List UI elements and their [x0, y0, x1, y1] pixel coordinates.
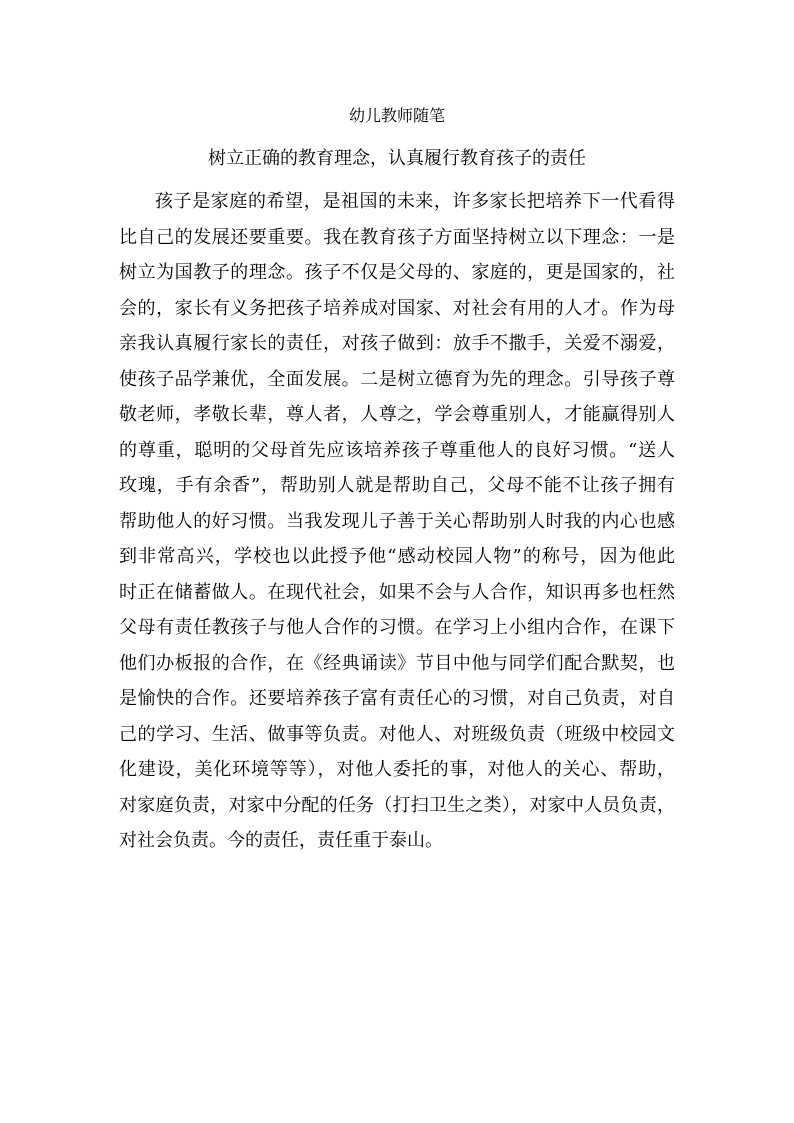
paragraph-line: 会的，家长有义务把孩子培养成对国家、对社会有用的人才。作为母	[119, 297, 675, 319]
paragraph-line: 父母有责任教孩子与他人合作的习惯。在学习上小组内合作，在课下	[119, 617, 675, 638]
paragraph-line: 时正在储蓄做人。在现代社会，如果不会与人合作，知识再多也枉然	[119, 581, 675, 603]
paragraph-line: 比自己的发展还要重要。我在教育孩子方面坚持树立以下理念：一是	[119, 226, 675, 248]
paragraph-line: 化建设，美化环境等等），对他人委托的事，对他人的关心、帮助，	[119, 759, 675, 780]
paragraph-line: 玫瑰，手有余香”，帮助别人就是帮助自己，父母不能不让孩子拥有	[119, 475, 675, 496]
document-subtitle: 树立正确的教育理念，认真履行教育孩子的责任	[208, 148, 586, 169]
paragraph-line: 对家庭负责，对家中分配的任务（打扫卫生之类），对家中人员负责，	[119, 794, 675, 816]
paragraph-line: 使孩子品学兼优，全面发展。二是树立德育为先的理念。引导孩子尊	[119, 368, 675, 390]
paragraph-line: 的尊重，聪明的父母首先应该培养孩子尊重他人的良好习惯。“送人	[119, 439, 675, 461]
paragraph-line: 己的学习、生活、做事等负责。对他人、对班级负责（班级中校园文	[119, 723, 675, 745]
paragraph-line: 敬老师，孝敬长辈，尊人者，人尊之，学会尊重别人，才能赢得别人	[119, 404, 675, 425]
paragraph-line: 亲我认真履行家长的责任，对孩子做到：放手不撒手，关爱不溺爱，	[119, 333, 675, 354]
paragraph-line: 到非常高兴，学校也以此授予他“感动校园人物”的称号，因为他此	[119, 546, 675, 567]
body-paragraph	[119, 184, 675, 859]
paragraph-line: 他们办板报的合作，在《经典诵读》节目中他与同学们配合默契，也	[119, 652, 675, 674]
paragraph-line: 树立为国教子的理念。孩子不仅是父母的、家庭的，更是国家的，社	[119, 262, 675, 283]
paragraph-line: 帮助他人的好习惯。当我发现儿子善于关心帮助别人时我的内心也感	[119, 510, 675, 532]
paragraph-line: 对社会负责。今的责任，责任重于泰山。	[119, 830, 443, 851]
paragraph-line: 是愉快的合作。还要培养孩子富有责任心的习惯，对自己负责，对自	[119, 688, 675, 709]
document-title: 幼儿教师随笔	[348, 106, 445, 125]
paragraph-line: 孩子是家庭的希望，是祖国的未来，许多家长把培养下一代看得	[155, 191, 675, 212]
